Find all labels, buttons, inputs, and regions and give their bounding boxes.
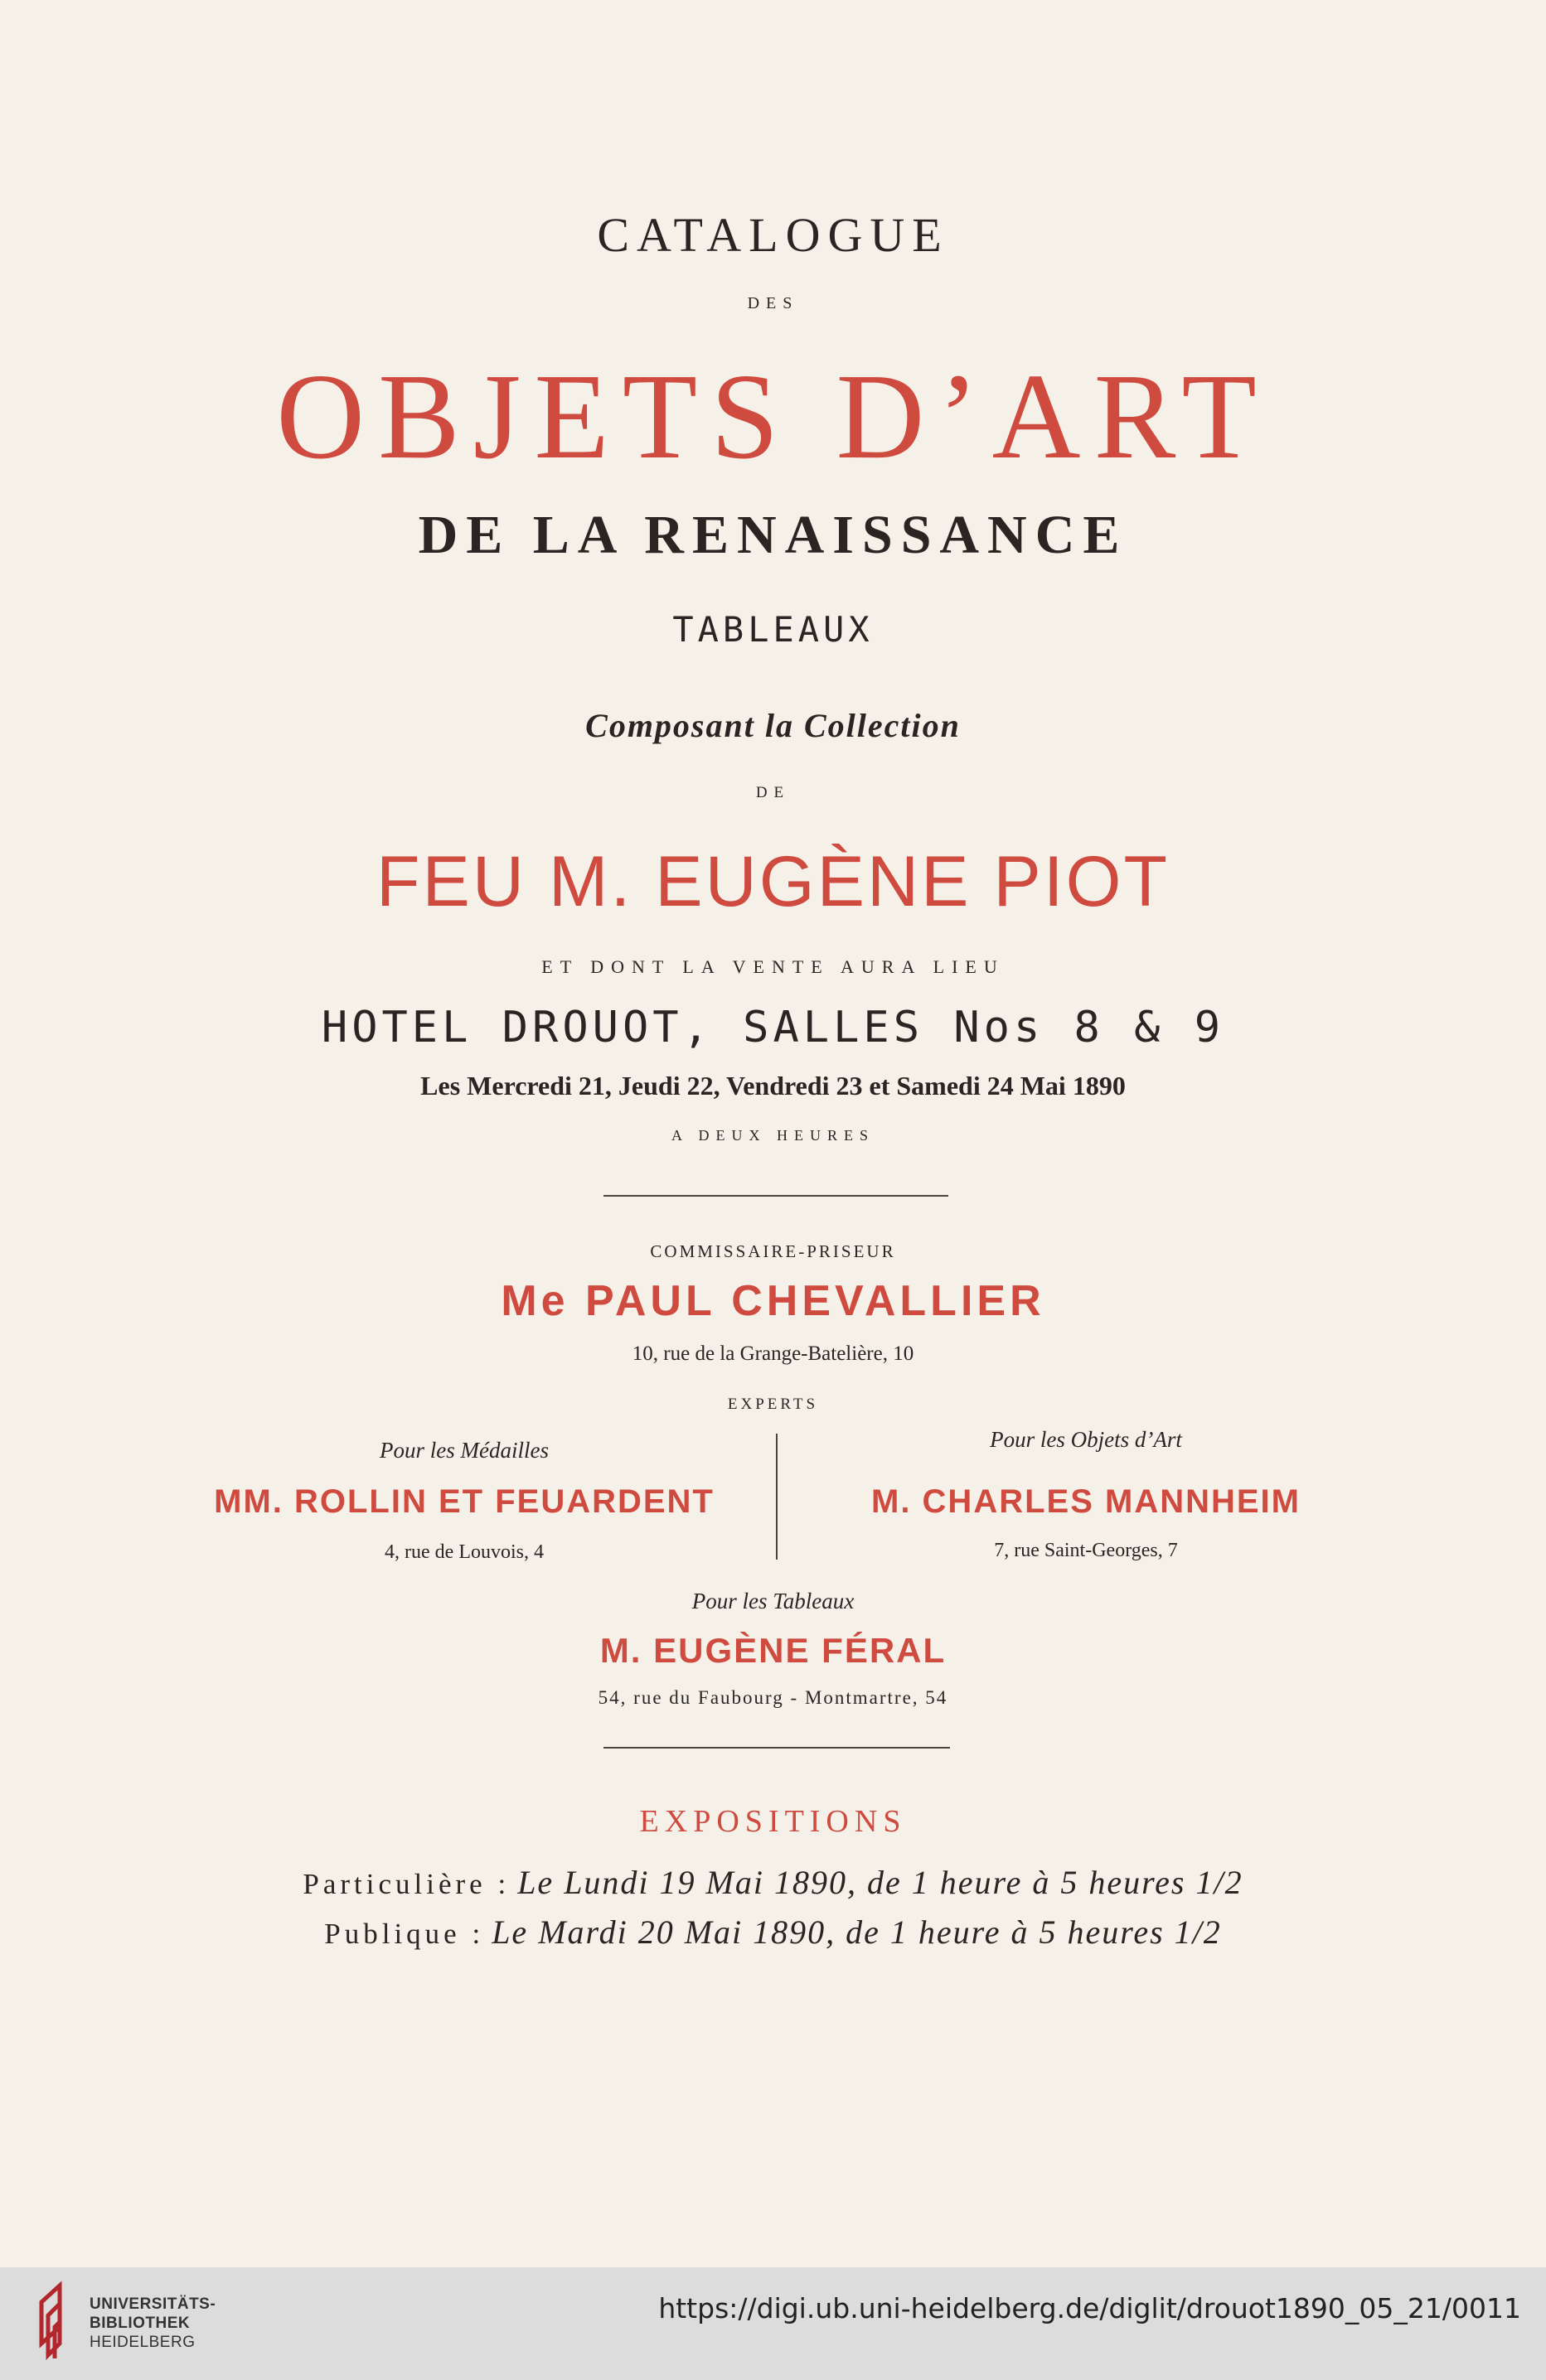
divider-bottom	[603, 1747, 950, 1749]
library-name-line: BIBLIOTHEK	[90, 2315, 191, 2332]
library-name-line: UNIVERSITÄTS-	[90, 2295, 216, 2313]
exposition-row	[0, 1863, 1546, 1902]
renaissance-subtitle: DE LA RENAISSANCE	[418, 505, 1128, 565]
auctioneer-role: COMMISSAIRE-PRISEUR	[650, 1241, 896, 1261]
exposition-text: Le Mardi 20 Mai 1890, de 1 heure à 5 heures 1/2	[492, 1913, 1222, 1951]
auctioneer-name: Me PAUL CHEVALLIER	[501, 1277, 1045, 1325]
university-library-logo-icon	[35, 2279, 85, 2362]
expert-right-address: 7, rue Saint-Georges, 7	[994, 1540, 1178, 1561]
objets-dart-title: OBJETS D’ART	[276, 349, 1270, 485]
auctioneer-address: 10, rue de la Grange-Batelière, 10	[632, 1342, 914, 1365]
tableaux-subtitle: TABLEAUX	[672, 609, 874, 650]
expert-left-for: Pour les Médailles	[380, 1438, 549, 1463]
expert-center-name: M. EUGÈNE FÉRAL	[599, 1631, 947, 1670]
expert-left-address: 4, rue de Louvois, 4	[385, 1541, 544, 1563]
composant-line: Composant la Collection	[585, 707, 961, 744]
exposition-text: Le Lundi 19 Mai 1890, de 1 heure à 5 heures 1/2	[517, 1864, 1243, 1901]
experts-divider	[776, 1434, 778, 1560]
experts-heading: EXPERTS	[727, 1396, 819, 1413]
expert-right-for: Pour les Objets d’Art	[990, 1427, 1182, 1452]
expert-left-name: MM. ROLLIN ET FEUARDENT	[214, 1483, 715, 1520]
exposition-label: Publique :	[324, 1918, 485, 1950]
divider-top	[603, 1195, 948, 1197]
des-label: DES	[747, 294, 799, 312]
exposition-label: Particulière :	[303, 1868, 511, 1900]
sale-venue: HOTEL DROUOT, SALLES Nos 8 & 9	[321, 1003, 1225, 1052]
catalogue-heading: CATALOGUE	[597, 208, 949, 262]
de-label: DE	[755, 784, 791, 801]
expert-right-name: M. CHARLES MANNHEIM	[871, 1483, 1301, 1520]
source-url-link[interactable]: https://digi.ub.uni-heidelberg.de/diglit/drouot1890_05_21/0011	[658, 2292, 1521, 2324]
expert-center-address: 54, rue du Faubourg - Montmartre, 54	[598, 1687, 948, 1708]
owner-name: FEU M. EUGÈNE PIOT	[376, 842, 1170, 922]
exposition-row	[0, 1913, 1546, 1952]
sale-dates: Les Mercredi 21, Jeudi 22, Vendredi 23 et Samedi 24 Mai 1890	[420, 1071, 1126, 1101]
expert-center-for: Pour les Tableaux	[691, 1589, 855, 1613]
expositions-heading: EXPOSITIONS	[639, 1804, 907, 1839]
sale-intro: ET DONT LA VENTE AURA LIEU	[541, 956, 1005, 977]
sale-time: A DEUX HEURES	[671, 1127, 875, 1144]
library-name-line: HEIDELBERG	[90, 2334, 196, 2351]
